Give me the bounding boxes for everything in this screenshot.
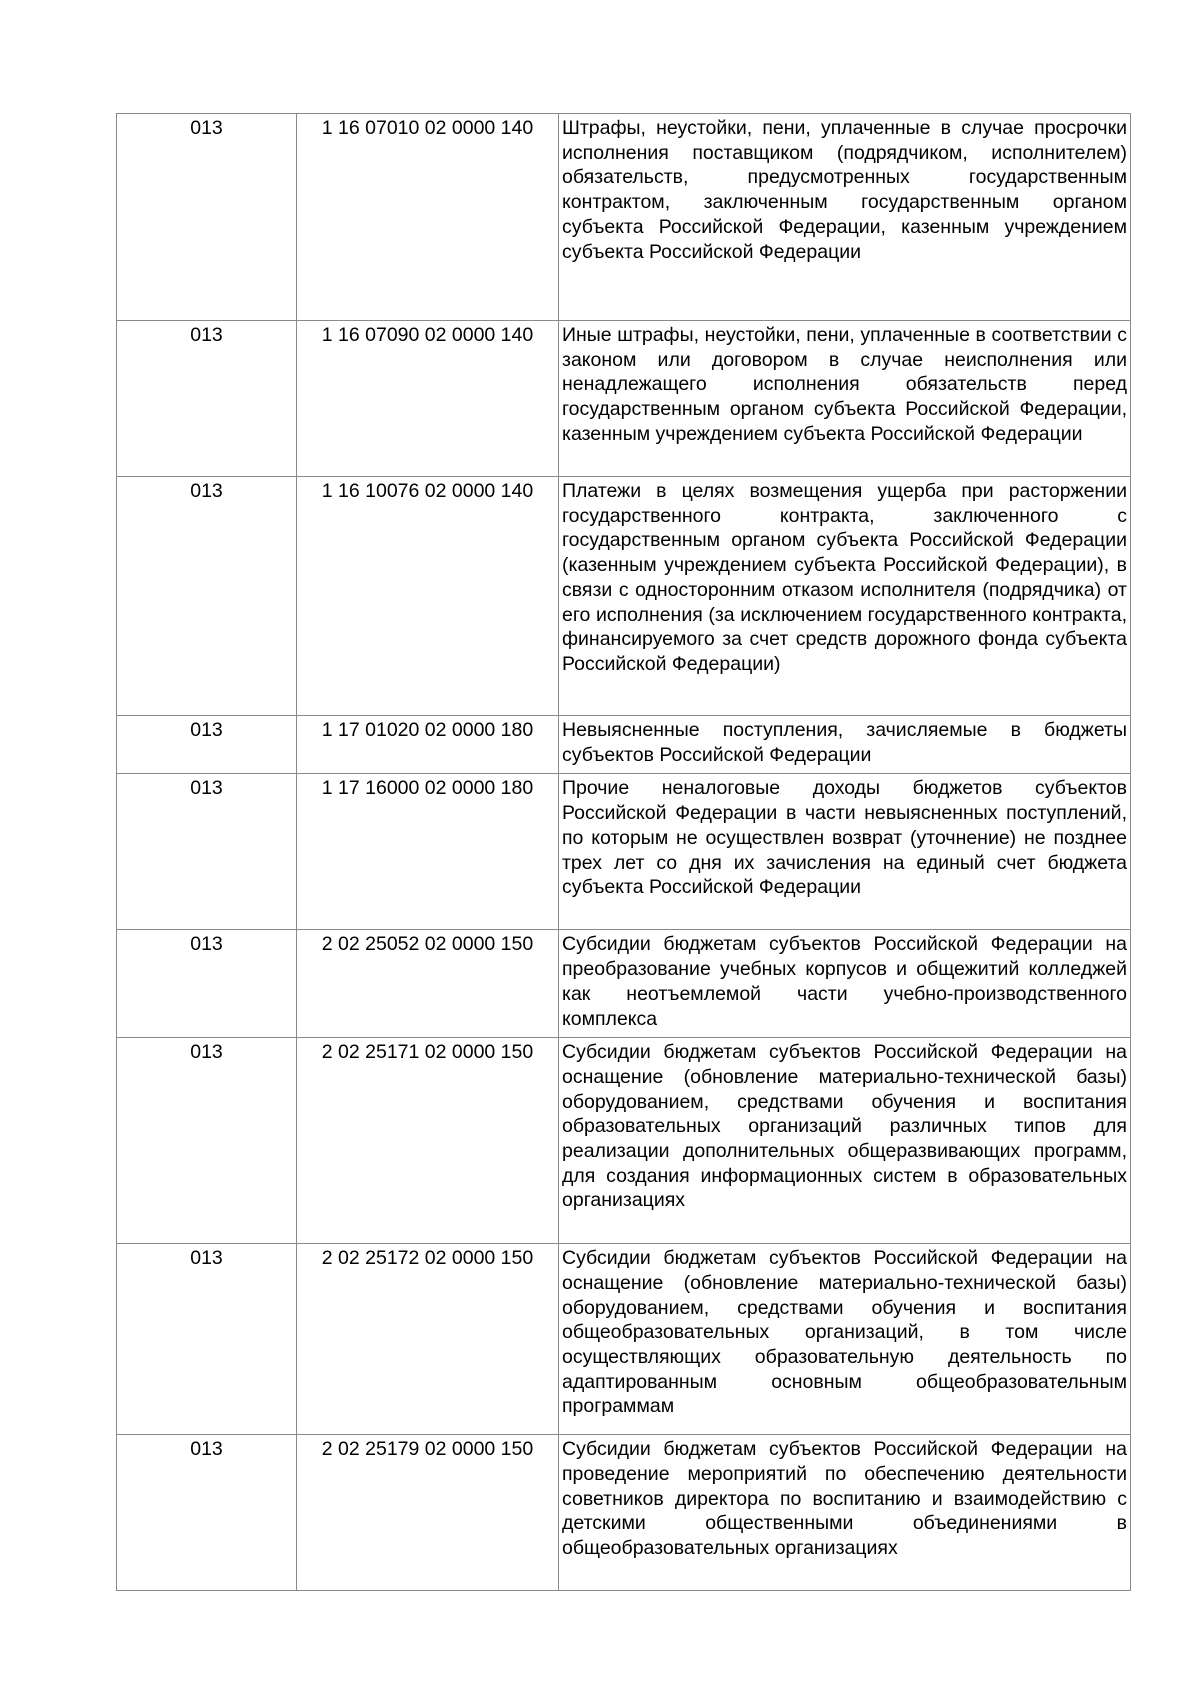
- table-row: [117, 930, 1131, 1038]
- table-row: [117, 477, 1131, 716]
- description-cell: Субсидии бюджетам субъектов Российской Федерации на проведение мероприятий по обеспечению деятельности советников директора по воспитанию и взаимодействию с детскими общественными объединениями в общеобразовательных организациях: [559, 1435, 1131, 1591]
- budget-code-cell: 2 02 25179 02 0000 150: [297, 1435, 559, 1591]
- budget-classification-table: [116, 113, 1131, 1591]
- table-row: [117, 774, 1131, 930]
- admin-code-cell: 013: [117, 477, 297, 716]
- admin-code-cell: 013: [117, 716, 297, 774]
- description-cell: Субсидии бюджетам субъектов Российской Федерации на оснащение (обновление материально-технической базы) оборудованием, средствами обучения и воспитания образовательных организаций различных типов для реализации дополнительных общеразвивающих программ, для создания информационных систем в образовательных организациях: [559, 1038, 1131, 1244]
- description-cell: Платежи в целях возмещения ущерба при расторжении государственного контракта, заключенного с государственным органом субъекта Российской Федерации (казенным учреждением субъекта Российской Федерации), в связи с односторонним отказом исполнителя (подрядчика) от его исполнения (за исключением государственного контракта, финансируемого за счет средств дорожного фонда субъекта Российской Федерации): [559, 477, 1131, 716]
- description-cell: Иные штрафы, неустойки, пени, уплаченные в соответствии с законом или договором в случае неисполнения или ненадлежащего исполнения обязательств перед государственным органом субъекта Российской Федерации, казенным учреждением субъекта Российской Федерации: [559, 321, 1131, 477]
- admin-code-cell: 013: [117, 321, 297, 477]
- description-cell: Невыясненные поступления, зачисляемые в бюджеты субъектов Российской Федерации: [559, 716, 1131, 774]
- budget-code-cell: 2 02 25172 02 0000 150: [297, 1244, 559, 1435]
- budget-code-cell: 1 17 01020 02 0000 180: [297, 716, 559, 774]
- table-row: [117, 1244, 1131, 1435]
- admin-code-cell: 013: [117, 774, 297, 930]
- description-cell: Субсидии бюджетам субъектов Российской Федерации на оснащение (обновление материально-технической базы) оборудованием, средствами обучения и воспитания общеобразовательных организаций, в том числе осуществляющих образовательную деятельность по адаптированным основным общеобразовательным программам: [559, 1244, 1131, 1435]
- table-row: [117, 114, 1131, 321]
- description-cell: Прочие неналоговые доходы бюджетов субъектов Российской Федерации в части невыясненных поступлений, по которым не осуществлен возврат (уточнение) не позднее трех лет со дня их зачисления на единый счет бюджета субъекта Российской Федерации: [559, 774, 1131, 930]
- table-row: [117, 1435, 1131, 1591]
- budget-code-cell: 1 16 10076 02 0000 140: [297, 477, 559, 716]
- admin-code-cell: 013: [117, 930, 297, 1038]
- description-cell: Штрафы, неустойки, пени, уплаченные в случае просрочки исполнения поставщиком (подрядчиком, исполнителем) обязательств, предусмотренных государственным контрактом, заключенным государственным органом субъекта Российской Федерации, казенным учреждением субъекта Российской Федерации: [559, 114, 1131, 321]
- budget-code-cell: 2 02 25171 02 0000 150: [297, 1038, 559, 1244]
- description-cell: Субсидии бюджетам субъектов Российской Федерации на преобразование учебных корпусов и общежитий колледжей как неотъемлемой части учебно-производственного комплекса: [559, 930, 1131, 1038]
- budget-code-cell: 1 16 07010 02 0000 140: [297, 114, 559, 321]
- table-row: [117, 716, 1131, 774]
- budget-code-cell: 1 16 07090 02 0000 140: [297, 321, 559, 477]
- admin-code-cell: 013: [117, 1435, 297, 1591]
- budget-code-cell: 2 02 25052 02 0000 150: [297, 930, 559, 1038]
- admin-code-cell: 013: [117, 1244, 297, 1435]
- admin-code-cell: 013: [117, 1038, 297, 1244]
- table-row: [117, 1038, 1131, 1244]
- table-row: [117, 321, 1131, 477]
- admin-code-cell: 013: [117, 114, 297, 321]
- budget-code-cell: 1 17 16000 02 0000 180: [297, 774, 559, 930]
